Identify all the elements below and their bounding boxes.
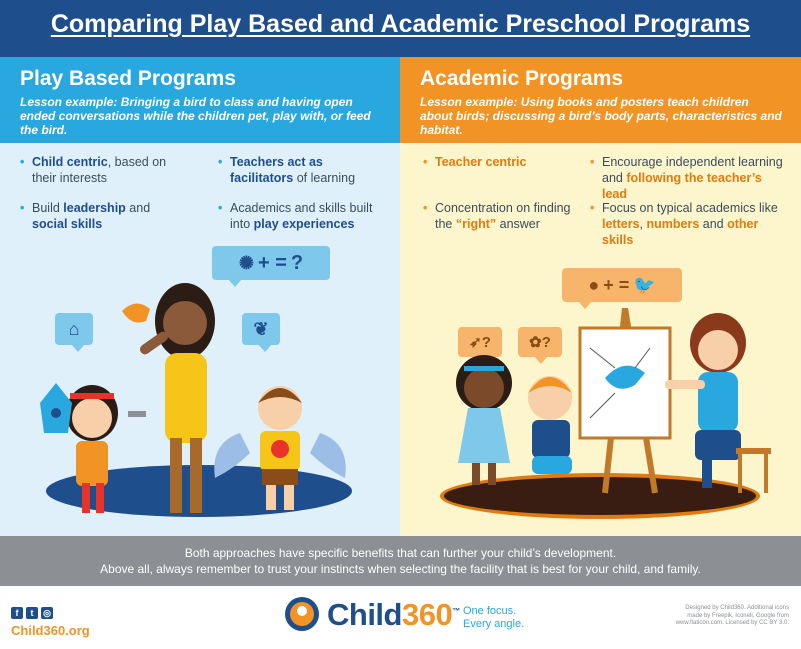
academic-bullet-2-text: Encourage independent learning and: [602, 155, 783, 185]
summary-line-2: Above all, always remember to trust your instincts when selecting the facility that is best for your child, and family.: [100, 562, 701, 576]
play-bullet-1-text: , based on their interests: [32, 155, 167, 185]
summary-band: [0, 536, 801, 586]
academic-bullet-1: [423, 154, 563, 170]
tagline-line-2: Every angle.: [463, 618, 525, 630]
girl-figure: [40, 383, 146, 513]
play-bullet-1-bold: Child centric: [32, 155, 108, 169]
bird-icon: 🐦: [633, 274, 656, 295]
academic-bullet-4-text: Focus on typical academics like: [602, 201, 778, 215]
house-icon: ⌂: [68, 318, 80, 339]
rocket-question: ?: [481, 333, 491, 351]
feather-icon: ❦: [253, 318, 269, 339]
academic-panel: [400, 143, 801, 536]
summary-line-1: Both approaches have specific benefits that can further your child’s development.: [184, 546, 617, 560]
play-bullet-4-text: Academics and skills built into: [230, 201, 373, 231]
academic-bullet-3-bold: “right”: [455, 217, 497, 231]
page-title: Comparing Play Based and Academic Preschool Programs: [50, 10, 751, 38]
academic-bullet-4-bold-3: other skills: [602, 217, 759, 247]
brain-icon: ✺: [238, 252, 254, 273]
academic-title: Academic Programs: [420, 67, 624, 90]
academic-equation-bubble: [562, 268, 682, 302]
academic-teacher-figure: [665, 313, 771, 493]
butterfly-icon: ✿: [529, 334, 542, 351]
easel-figure: [580, 308, 670, 493]
play-bullet-2-text: of learning: [293, 171, 356, 185]
play-illustration: [30, 253, 370, 513]
facebook-icon[interactable]: f: [11, 607, 23, 619]
academic-bullet-2-bold: following the teacher’s lead: [602, 171, 762, 201]
play-bullet-3-mid: and: [125, 201, 151, 215]
play-bullet-4-bold: play experiences: [253, 217, 355, 231]
academic-bullet-3: [423, 200, 573, 232]
academic-bubble-symbols: + =: [603, 274, 630, 295]
play-bullet-2-bold: Teachers act as facilitators: [230, 155, 323, 185]
play-bullet-3-bold-1: leadership: [63, 201, 126, 215]
twitter-icon[interactable]: t: [26, 607, 38, 619]
play-bullet-4: [218, 200, 388, 232]
academic-bullet-4-sep: ,: [639, 217, 647, 231]
play-header: [0, 57, 400, 143]
academic-boy-figure: [528, 376, 572, 474]
tagline: [463, 605, 524, 631]
academic-girl-figure: [456, 355, 512, 485]
play-panel: [0, 143, 400, 536]
teacher-figure: [122, 283, 215, 513]
social-links: [11, 607, 53, 619]
play-bullet-3: [20, 200, 170, 232]
academic-bullet-3-text: Concentration on finding the: [435, 201, 571, 231]
butterfly-question: ?: [541, 333, 551, 351]
header-banner: [0, 0, 801, 57]
academic-bullet-4-bold-1: letters: [602, 217, 640, 231]
instagram-icon[interactable]: ◎: [41, 607, 53, 619]
website-link[interactable]: Child360.org: [11, 623, 90, 638]
logo-word: Child: [327, 597, 402, 632]
logo-number: 360: [402, 597, 453, 632]
trademark-mark: ™: [452, 606, 460, 616]
play-bullet-3-text: Build: [32, 201, 64, 215]
tagline-line-1: One focus.: [463, 605, 517, 617]
credit-text: Designed by Child360. Additional icons made by Freepik, Iconell, Google from www.flaticon.com. Licensed by CC BY 3.0.: [675, 605, 789, 626]
academic-illustration: [440, 308, 780, 508]
academic-bullet-4-mid: and: [699, 217, 728, 231]
play-lesson: Lesson example: Bringing a bird to class and having open ended conversations while the children pet, play with, or feed the bird.: [20, 95, 371, 137]
academic-bullet-4-bold-2: numbers: [646, 217, 700, 231]
academic-header: [400, 57, 801, 143]
play-title: Play Based Programs: [20, 67, 236, 90]
play-bullet-3-bold-2: social skills: [32, 217, 103, 231]
academic-bullet-1-bold: Teacher centric: [435, 155, 527, 169]
academic-bullet-2: [590, 154, 790, 202]
question-mark: ?: [290, 251, 304, 274]
child360-logo-text: [327, 597, 460, 633]
rocket-icon: ➶: [469, 334, 482, 351]
academic-lesson: Lesson example: Using books and posters teach children about birds; discussing a bird’s body parts, characteristics and habitat.: [420, 95, 782, 137]
academic-bullet-4: [590, 200, 790, 248]
play-bullet-1: [20, 154, 180, 186]
child360-logo-icon: [284, 596, 320, 632]
egg-icon: ●: [588, 274, 600, 295]
boy-figure: [214, 386, 345, 510]
academic-bullet-3-rest: answer: [496, 217, 540, 231]
play-bullet-2: [218, 154, 388, 186]
bubble-symbols: + =: [257, 251, 287, 274]
